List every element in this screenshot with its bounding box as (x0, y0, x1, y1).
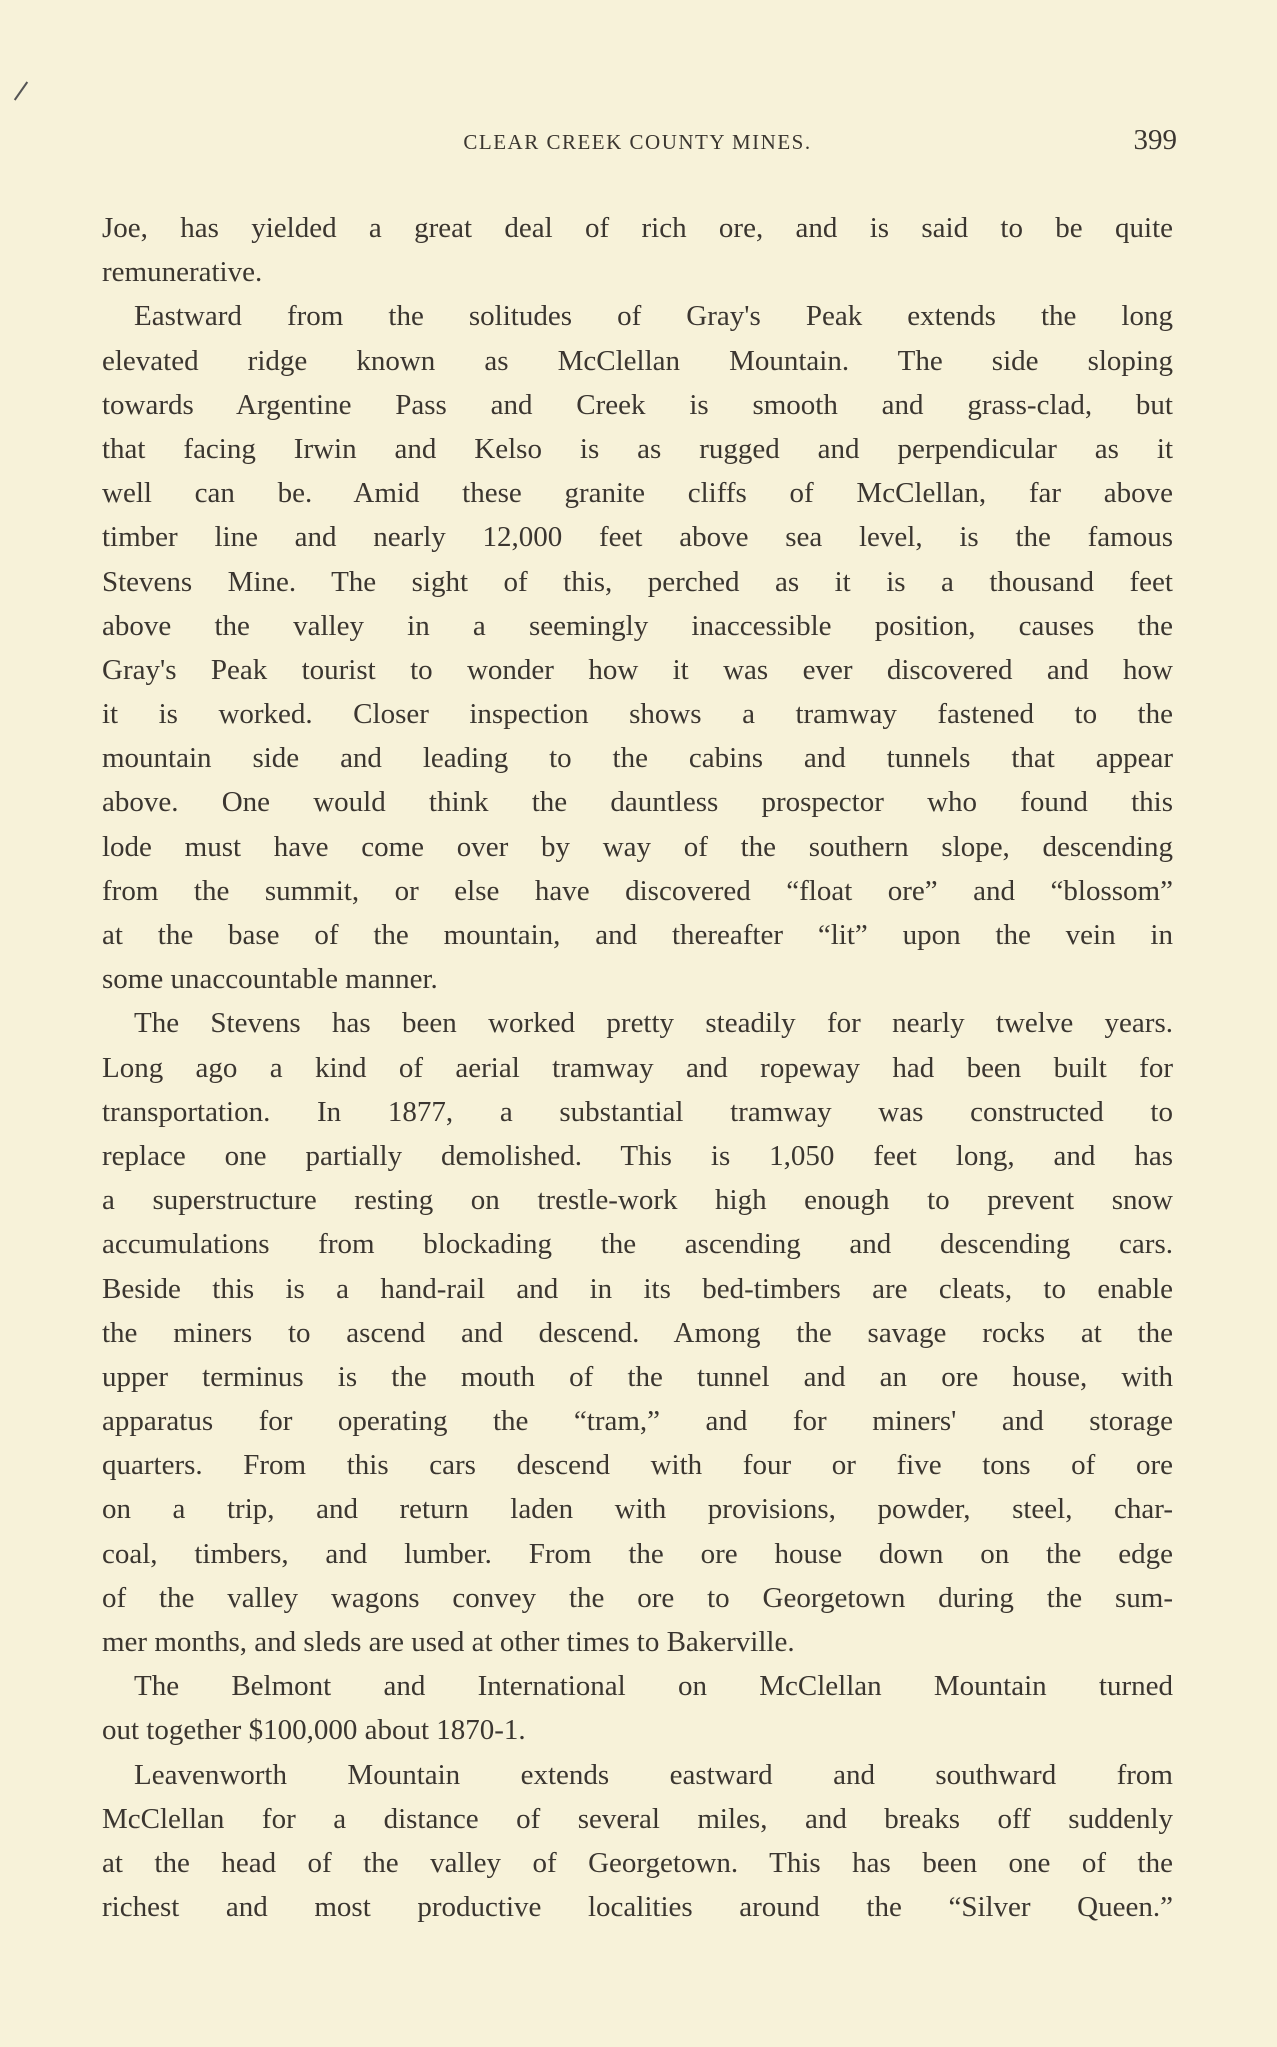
text-line: Eastward from the solitudes of Gray's Peak extends the long (134, 300, 1173, 333)
text-line: elevated ridge known as McClellan Mountain. The side sloping (102, 344, 1173, 377)
text-line: upper terminus is the mouth of the tunnel and an ore house, with (102, 1360, 1173, 1393)
text-line: the miners to ascend and descend. Among the savage rocks at the (102, 1316, 1173, 1349)
text-line: Stevens Mine. The sight of this, perched as it is a thousand feet (102, 565, 1173, 598)
text-line: out together $100,000 about 1870-1. (102, 1714, 526, 1747)
text-line: above the valley in a seemingly inaccessible position, causes the (102, 609, 1173, 642)
text-line: Beside this is a hand-rail and in its bed-timbers are cleats, to enable (102, 1272, 1173, 1305)
text-line: on a trip, and return laden with provisions, powder, steel, char- (102, 1493, 1173, 1526)
text-line: Gray's Peak tourist to wonder how it was ever discovered and how (102, 653, 1173, 686)
text-line: well can be. Amid these granite cliffs of McClellan, far above (102, 477, 1173, 510)
text-line: quarters. From this cars descend with four or five tons of ore (102, 1449, 1173, 1482)
text-line: from the summit, or else have discovered “float ore” and “blossom” (102, 874, 1173, 907)
paragraph (102, 206, 1173, 294)
text-line: coal, timbers, and lumber. From the ore house down on the edge (102, 1537, 1173, 1570)
text-line: The Stevens has been worked pretty steadily for nearly twelve years. (134, 1007, 1173, 1040)
text-line: Long ago a kind of aerial tramway and ropeway had been built for (102, 1051, 1173, 1084)
text-line: Joe, has yielded a great deal of rich ore, and is said to be quite (102, 212, 1173, 244)
text-line: replace one partially demolished. This is 1,050 feet long, and has (102, 1139, 1173, 1172)
text-line: remunerative. (102, 256, 263, 289)
text-line: a superstructure resting on trestle-work high enough to prevent snow (102, 1184, 1173, 1217)
text-line: it is worked. Closer inspection shows a tramway fastened to the (102, 698, 1173, 731)
text-line: that facing Irwin and Kelso is as rugged and perpendicular as it (102, 432, 1173, 465)
pencil-mark (14, 81, 28, 100)
paragraph (102, 1001, 1173, 1664)
text-line: accumulations from blockading the ascending and descending cars. (102, 1228, 1173, 1261)
text-line: McClellan for a distance of several miles, and breaks off suddenly (102, 1802, 1173, 1835)
text-line: of the valley wagons convey the ore to Georgetown during the sum- (102, 1581, 1173, 1614)
text-line: above. One would think the dauntless prospector who found this (102, 786, 1173, 819)
text-line: at the base of the mountain, and thereafter “lit” upon the vein in (102, 919, 1173, 951)
text-line: some unaccountable manner. (102, 963, 438, 996)
text-line: mer months, and sleds are used at other times to Bakerville. (102, 1626, 795, 1658)
text-line: transportation. In 1877, a substantial tramway was constructed to (102, 1095, 1173, 1128)
paragraph (102, 1753, 1173, 1930)
text-line: at the head of the valley of Georgetown. This has been one of the (102, 1846, 1173, 1879)
text-line: Leavenworth Mountain extends eastward and southward from (134, 1758, 1173, 1791)
text-line: richest and most productive localities around the “Silver Queen.” (102, 1891, 1173, 1924)
text-line: lode must have come over by way of the southern slope, descending (102, 830, 1173, 863)
page-number: 399 (1133, 124, 1177, 156)
text-line: towards Argentine Pass and Creek is smooth and grass-clad, but (102, 388, 1173, 421)
text-line: The Belmont and International on McClellan Mountain turned (134, 1670, 1173, 1703)
paragraph (102, 294, 1173, 1001)
page-body (102, 206, 1173, 1929)
running-head: CLEAR CREEK COUNTY MINES. (463, 130, 812, 154)
text-line: apparatus for operating the “tram,” and for miners' and storage (102, 1405, 1173, 1438)
text-line: timber line and nearly 12,000 feet above sea level, is the famous (102, 521, 1173, 554)
page-header (102, 124, 1177, 158)
text-line: mountain side and leading to the cabins and tunnels that appear (102, 742, 1173, 775)
paragraph (102, 1664, 1173, 1752)
